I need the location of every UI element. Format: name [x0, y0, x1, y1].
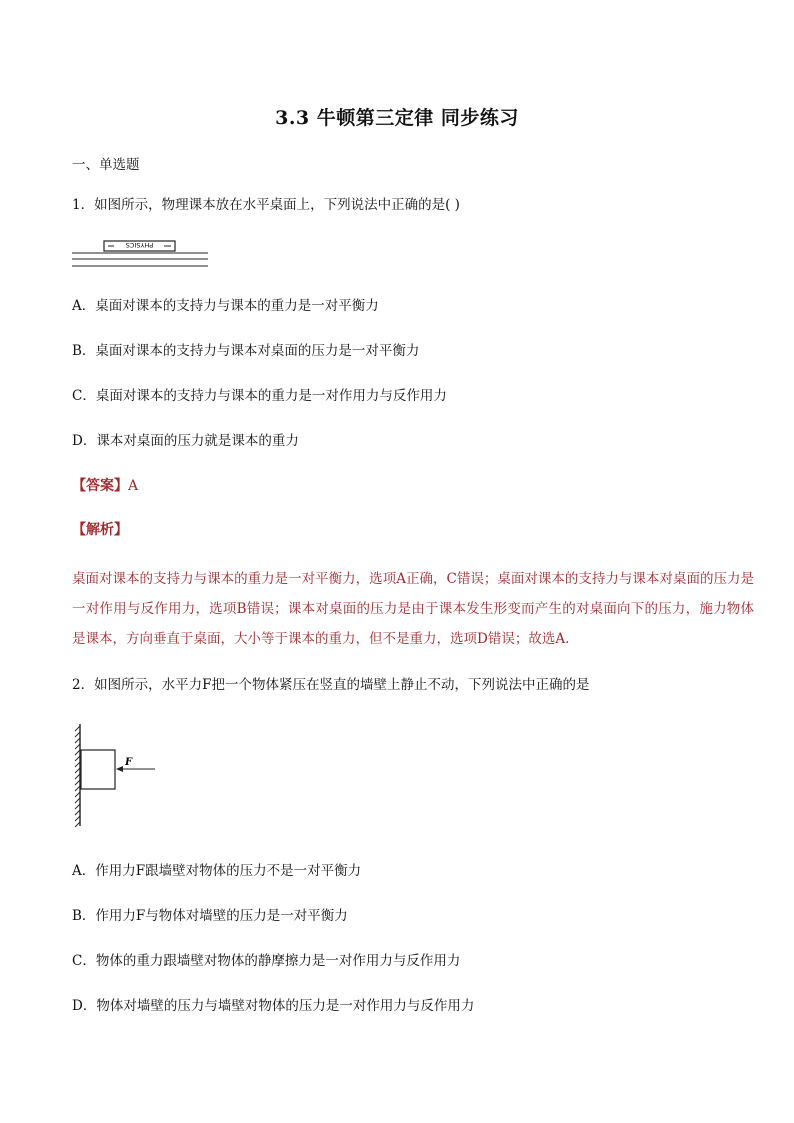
question-1-stem: 1．如图所示，物理课本放在水平桌面上，下列说法中正确的是( ) — [72, 197, 460, 213]
question-1-option-a: A．桌面对课本的支持力与课本的重力是一对平衡力 — [72, 298, 379, 314]
wall-hatching — [75, 726, 80, 827]
question-2-stem: 2．如图所示，水平力F把一个物体紧压在竖直的墙壁上静止不动，下列说法中正确的是 — [72, 677, 590, 693]
force-label: F — [125, 757, 133, 768]
book-on-table-figure — [70, 236, 210, 272]
analysis-label: 【解析】 — [72, 522, 128, 538]
question-2-option-c: C．物体的重力跟墙壁对物体的静摩擦力是一对作用力与反作用力 — [72, 953, 461, 969]
question-1-answer — [72, 476, 138, 496]
question-2-option-b: B．作用力F与物体对墙壁的压力是一对平衡力 — [72, 908, 348, 924]
section-heading: 一、单选题 — [72, 157, 140, 173]
force-arrow-head — [116, 766, 123, 772]
question-1-option-c: C．桌面对课本的支持力与课本的重力是一对作用力与反作用力 — [72, 388, 447, 404]
question-2-option-d: D．物体对墙壁的压力与墙壁对物体的压力是一对作用力与反作用力 — [72, 998, 475, 1014]
question-2-option-a: A．作用力F跟墙壁对物体的压力不是一对平衡力 — [72, 863, 362, 879]
answer-value: A — [128, 478, 139, 494]
book-label: PHYSICS — [125, 241, 154, 249]
document-title: 3.3 牛顿第三定律 同步练习 — [275, 107, 519, 129]
block-shape — [81, 750, 115, 789]
question-1-option-b: B．桌面对课本的支持力与课本对桌面的压力是一对平衡力 — [72, 343, 420, 359]
block-against-wall-figure — [70, 722, 170, 830]
analysis-text: 桌面对课本的支持力与课本的重力是一对平衡力，选项A正确，C错误；桌面对课本的支持力与课本对桌面的压力是一对作用与反作用力，选项B错误；课本对桌面的压力是由于课本发生形变而产生的对桌面向下的压力，施力物体是课本，方向垂直于桌面，大小等于课本的重力，但不是重力，选项D错误；故选A. — [72, 571, 754, 647]
answer-label: 【答案】 — [72, 478, 128, 494]
question-1-option-d: D．课本对桌面的压力就是课本的重力 — [72, 433, 299, 449]
